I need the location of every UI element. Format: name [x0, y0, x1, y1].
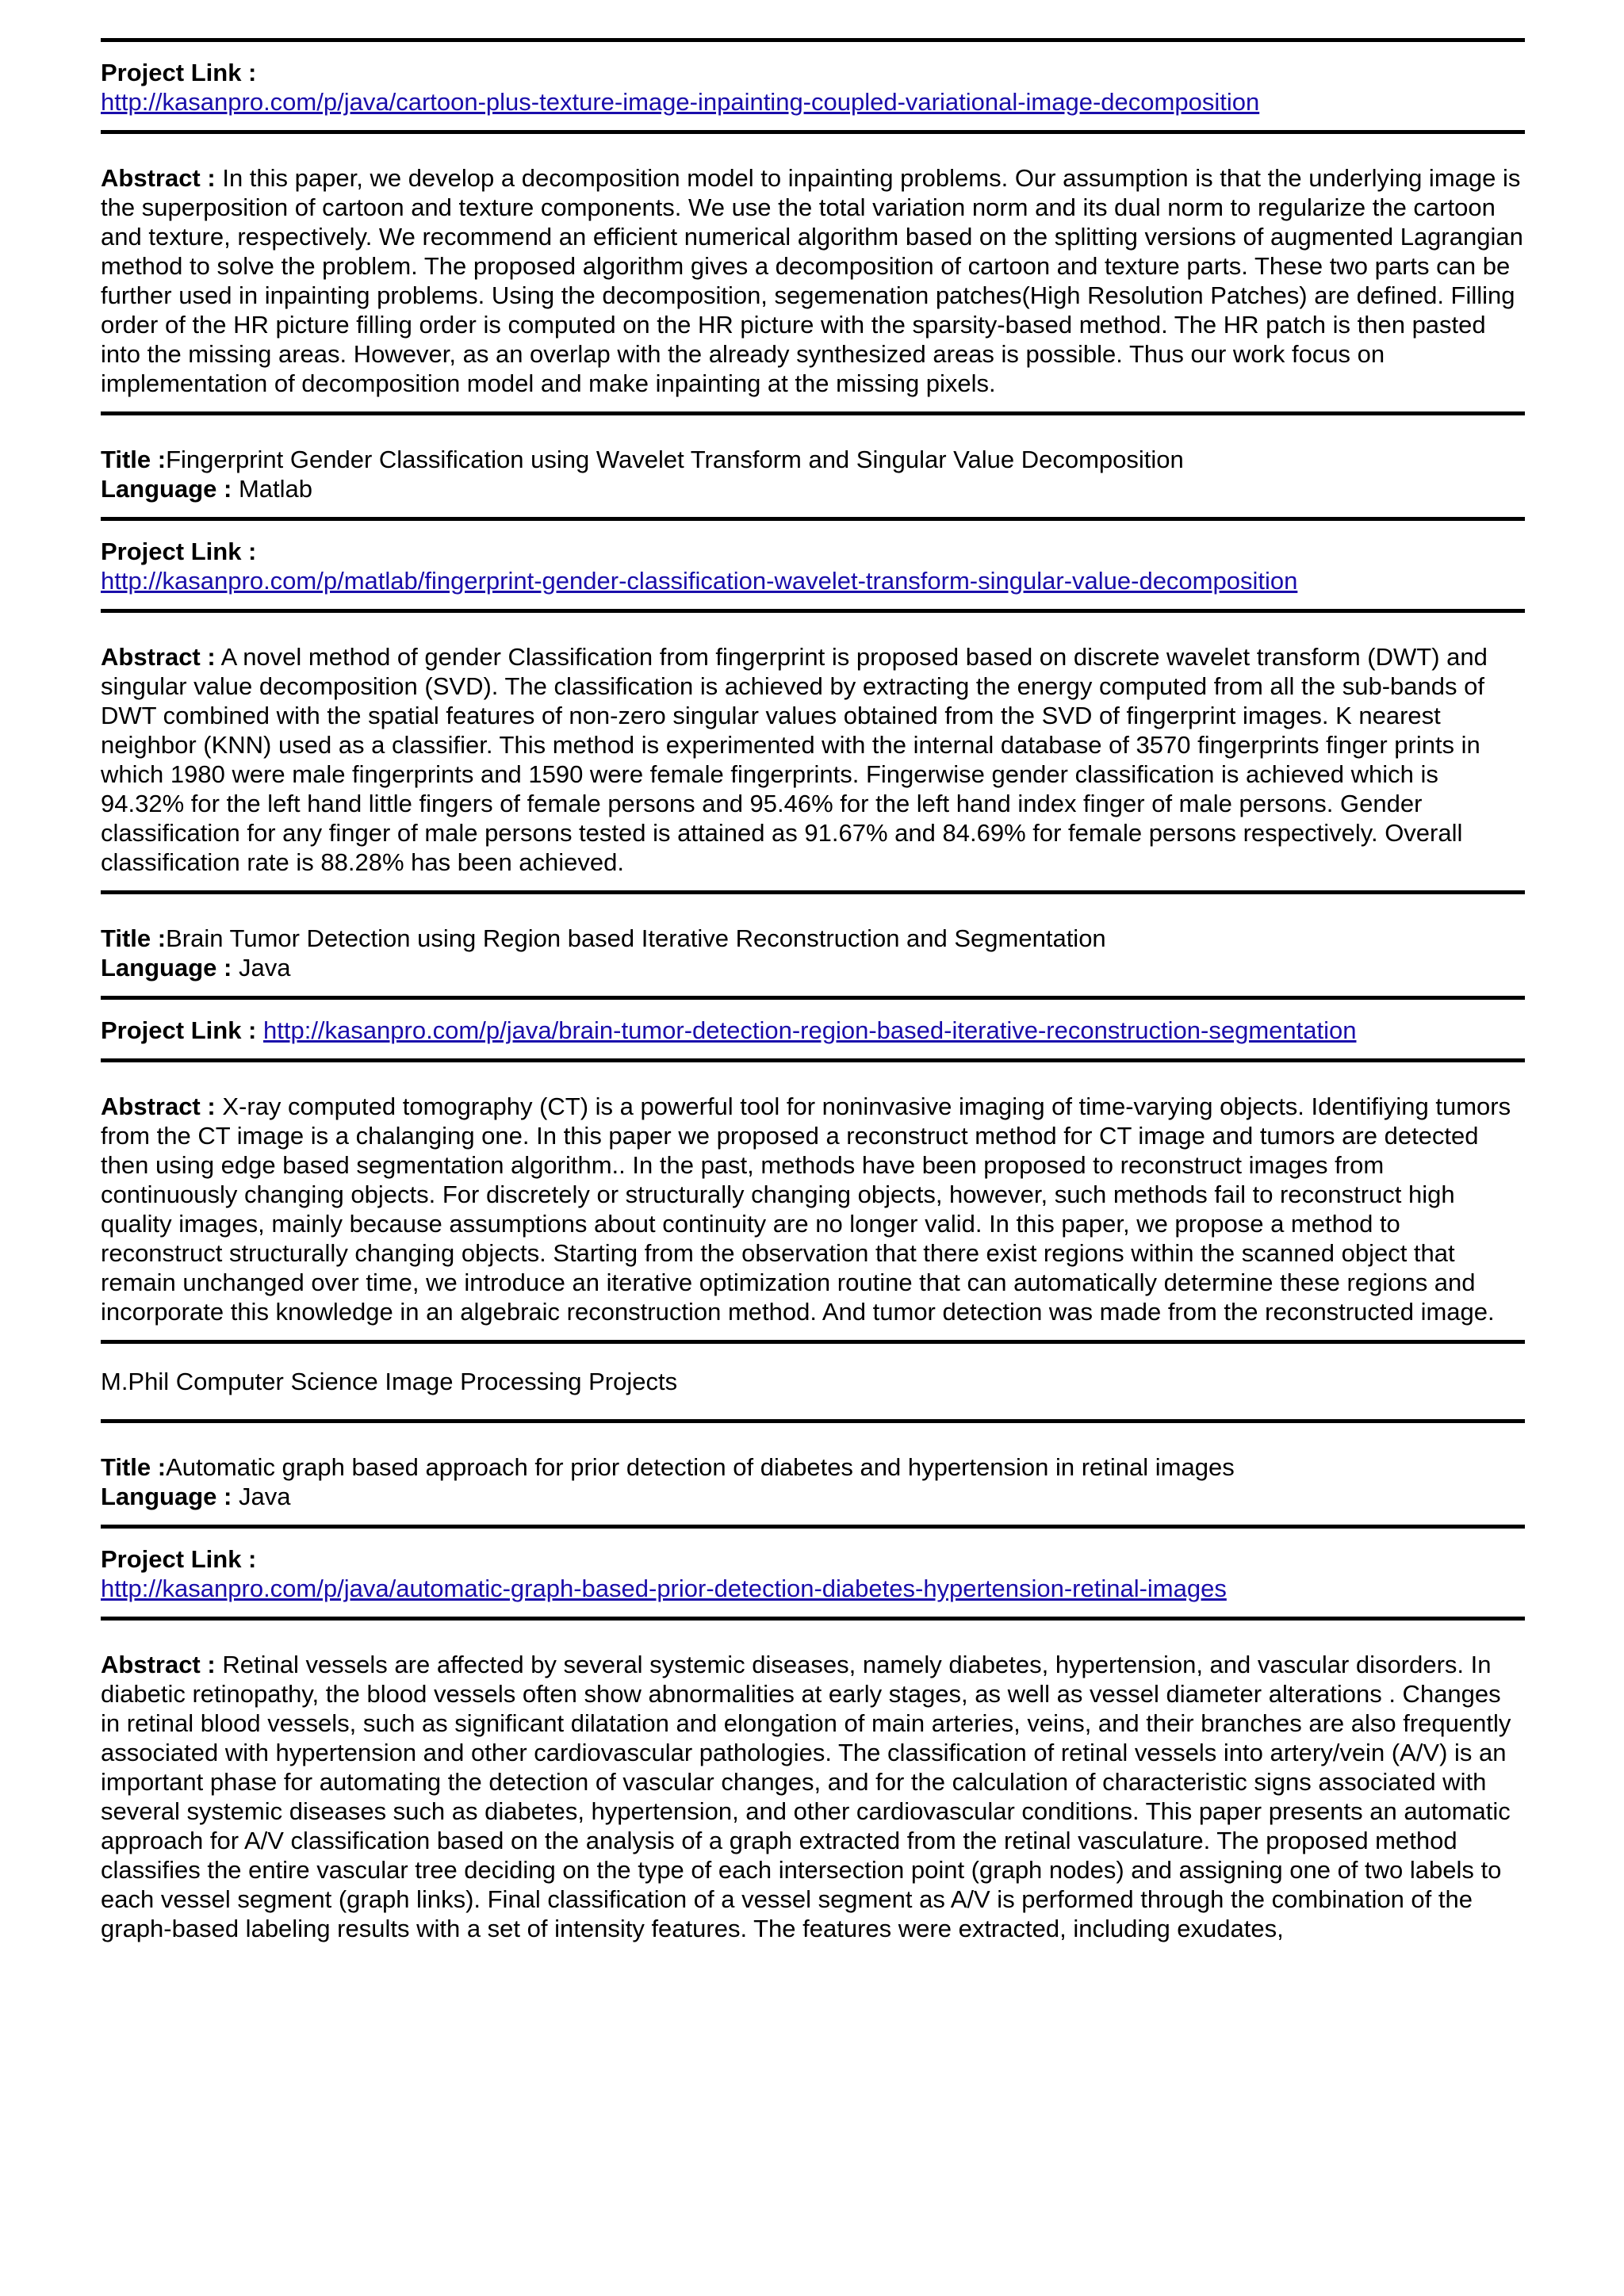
- language-label: Language :: [101, 475, 232, 503]
- project-title: Automatic graph based approach for prior detection of diabetes and hypertension in retinal images: [166, 1453, 1235, 1481]
- project-language: Java: [238, 1483, 291, 1510]
- abstract-text: A novel method of gender Classification from fingerprint is proposed based on discrete wavelet transform (DWT) and singular value decomposition (SVD). The classification is achieved by extracting the energy computed from all the sub-bands of DWT combined with the spatial features of non-zero singular values obtained from the SVD of fingerprint images. K nearest neighbor (KNN) used as a classifier. This method is experimented with the internal database of 3570 fingerprints finger prints in which 1980 were male fingerprints and 1590 were female fingerprints. Fingerwise gender classification is achieved which is 94.32% for the left hand little fingers of female persons and 95.46% for the left hand index finger of male persons. Gender classification for any finger of male persons tested is attained as 91.67% and 84.69% for female persons respectively. Overall classification rate is 88.28% has been achieved.: [101, 643, 1488, 876]
- project-link-block: [101, 1529, 1525, 1617]
- abstract-block: [101, 1062, 1525, 1340]
- title-label: Title :: [101, 1453, 167, 1481]
- project-title: Brain Tumor Detection using Region based Iterative Reconstruction and Segmentation: [166, 924, 1106, 952]
- project-link-label: Project Link :: [101, 1016, 257, 1044]
- project-link-block: [101, 1000, 1525, 1058]
- abstract-label: Abstract :: [101, 1093, 216, 1120]
- abstract-block: [101, 1621, 1525, 1957]
- language-label: Language :: [101, 954, 232, 982]
- project-link-label: Project Link :: [101, 538, 257, 565]
- abstract-block: [101, 134, 1525, 411]
- project-title: Fingerprint Gender Classification using Wavelet Transform and Singular Value Decomposition: [166, 446, 1184, 473]
- document-content: [101, 38, 1525, 1957]
- project-link-label: Project Link :: [101, 59, 257, 86]
- abstract-text: In this paper, we develop a decomposition model to inpainting problems. Our assumption is that the underlying image is the superposition of cartoon and texture components. We use the total variation norm and its dual norm to regularize the cartoon and texture, respectively. We recommend an efficient numerical algorithm based on the splitting versions of augmented Lagrangian method to solve the problem. The proposed algorithm gives a decomposition of cartoon and texture parts. These two parts can be further used in inpainting problems. Using the decomposition, segemenation patches(High Resolution Patches) are defined. Filling order of the HR picture filling order is computed on the HR picture with the sparsity-based method. The HR patch is then pasted into the missing areas. However, as an overlap with the already synthesized areas is possible. Thus our work focus on implementation of decomposition model and make inpainting at the missing pixels.: [101, 164, 1523, 397]
- abstract-text: Retinal vessels are affected by several systemic diseases, namely diabetes, hypertension, and vascular disorders. In diabetic retinopathy, the blood vessels often show abnormalities at early stages, as well as vessel diameter alterations . Changes in retinal blood vessels, such as significant dilatation and elongation of main arteries, veins, and their branches are also frequently associated with hypertension and other cardiovascular pathologies. The classification of retinal vessels into artery/vein (A/V) is an important phase for automating the detection of vascular changes, and for the calculation of characteristic signs associated with several systemic diseases such as diabetes, hypertension, and other cardiovascular conditions. This paper presents an automatic approach for A/V classification based on the analysis of a graph extracted from the retinal vasculature. The proposed method classifies the entire vascular tree deciding on the type of each intersection point (graph nodes) and assigning one of two labels to each vessel segment (graph links). Final classification of a vessel segment as A/V is performed through the combination of the graph-based labeling results with a set of intensity features. The features were extracted, including exudates,: [101, 1651, 1511, 1942]
- abstract-label: Abstract :: [101, 164, 216, 192]
- section-heading: M.Phil Computer Science Image Processing Projects: [101, 1368, 678, 1395]
- project-link-block: [101, 42, 1525, 130]
- section-heading-block: [101, 1344, 1525, 1419]
- project-language: Java: [238, 954, 291, 982]
- title-block: [101, 415, 1525, 517]
- abstract-block: [101, 613, 1525, 890]
- project-link-url[interactable]: http://kasanpro.com/p/matlab/fingerprint-gender-classification-wavelet-transform-singular-value-decomposition: [101, 567, 1298, 595]
- title-label: Title :: [101, 446, 167, 473]
- project-link-label: Project Link :: [101, 1545, 257, 1573]
- abstract-text: X-ray computed tomography (CT) is a powerful tool for noninvasive imaging of time-varying objects. Identifiying tumors from the CT image is a chalanging one. In this paper we proposed a reconstruct method for CT image and tumors are detected then using edge based segmentation algorithm.. In the past, methods have been proposed to reconstruct images from continuously changing objects. For discretely or structurally changing objects, however, such methods fail to reconstruct high quality images, mainly because assumptions about continuity are no longer valid. In this paper, we propose a method to reconstruct structurally changing objects. Starting from the observation that there exist regions within the scanned object that remain unchanged over time, we introduce an iterative optimization routine that can automatically determine these regions and incorporate this knowledge in an algebraic reconstruction method. And tumor detection was made from the reconstructed image.: [101, 1093, 1511, 1326]
- project-language: Matlab: [238, 475, 313, 503]
- project-link-url[interactable]: http://kasanpro.com/p/java/cartoon-plus-texture-image-inpainting-coupled-variational-image-decomposition: [101, 88, 1260, 116]
- title-block: [101, 894, 1525, 996]
- abstract-label: Abstract :: [101, 643, 216, 671]
- language-label: Language :: [101, 1483, 232, 1510]
- project-link-url[interactable]: http://kasanpro.com/p/java/brain-tumor-detection-region-based-iterative-reconstruction-segmentation: [263, 1016, 1357, 1044]
- title-label: Title :: [101, 924, 167, 952]
- project-link-url[interactable]: http://kasanpro.com/p/java/automatic-graph-based-prior-detection-diabetes-hypertension-retinal-images: [101, 1575, 1227, 1602]
- title-block: [101, 1423, 1525, 1525]
- abstract-label: Abstract :: [101, 1651, 216, 1678]
- project-link-block: [101, 521, 1525, 609]
